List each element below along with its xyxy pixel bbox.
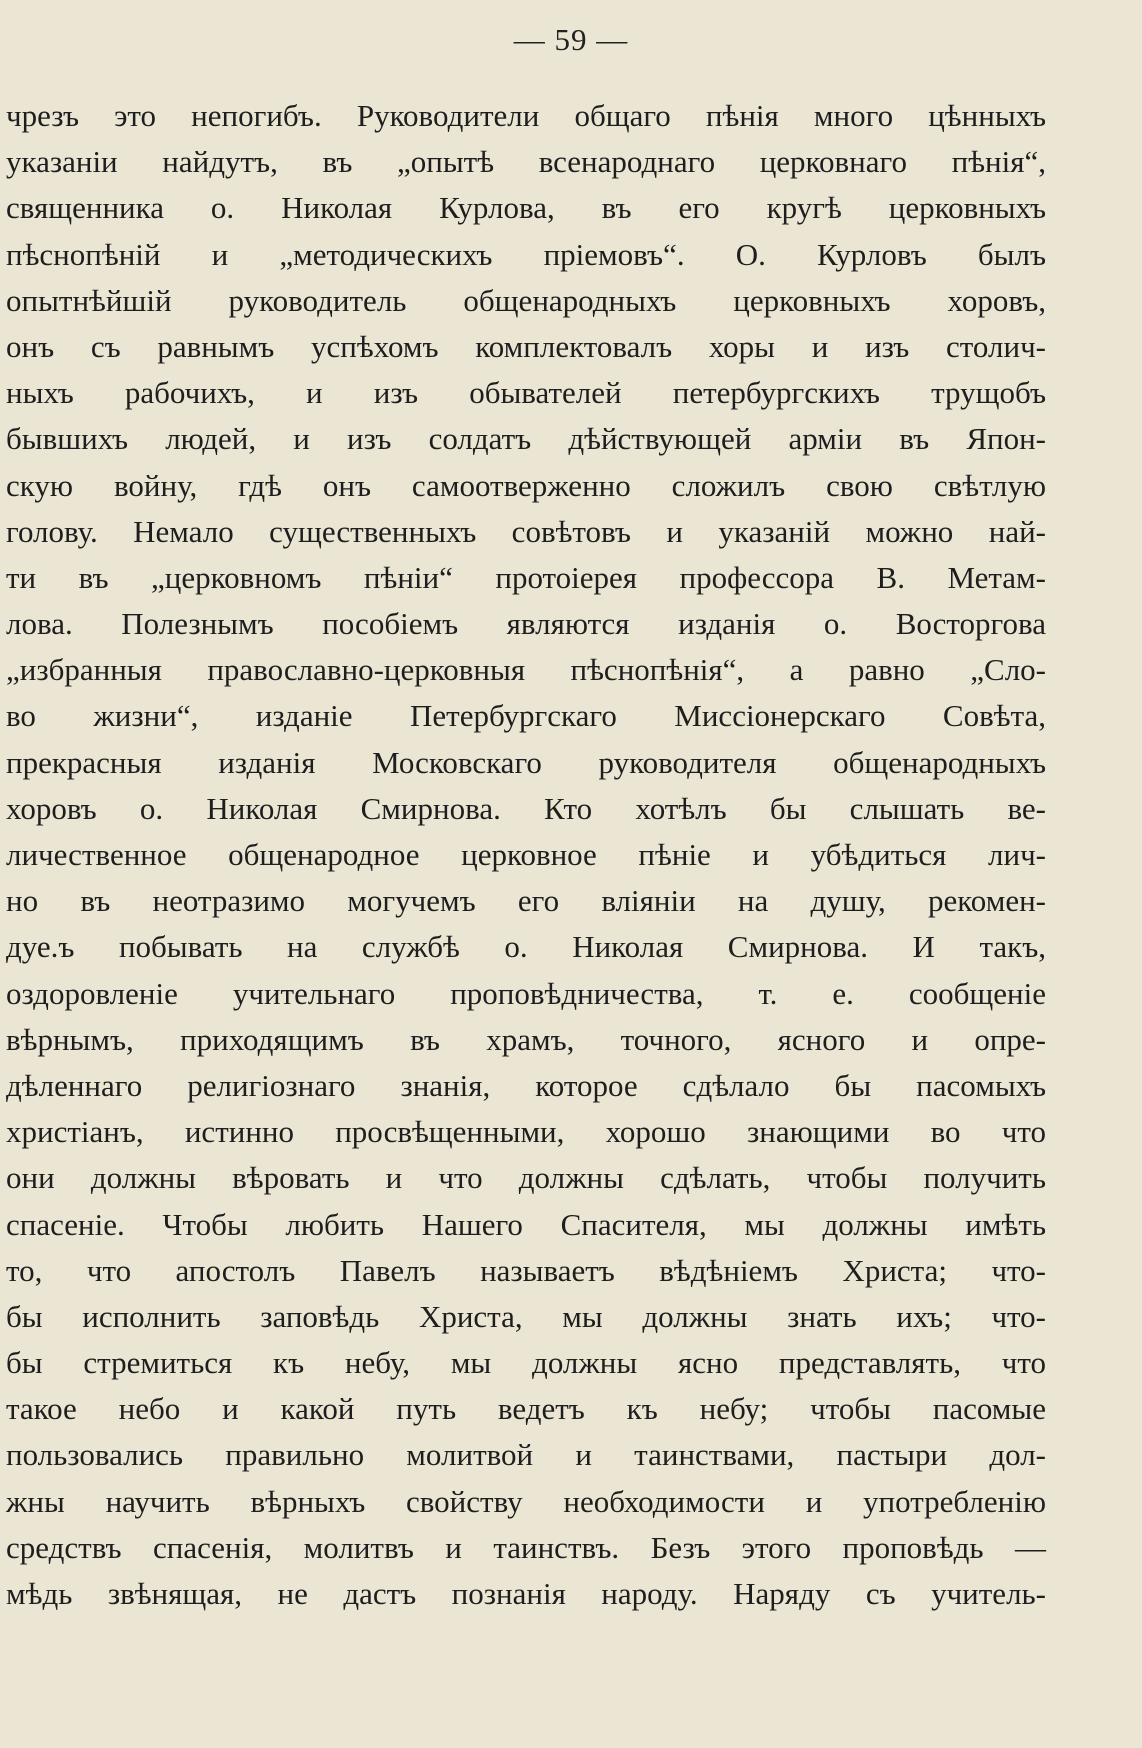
text-line: „избранныя православно-церковныя пѣснопѣнія“, а равно „Сло- [6,652,1046,688]
text-line: ныхъ рабочихъ, и изъ обывателей петербургскихъ трущобъ [6,375,1046,411]
text-line: дѣленнаго религіознаго знанія, которое сдѣлало бы пасомыхъ [6,1067,1046,1103]
text-line: пѣснопѣній и „методическихъ пріемовъ“. О. Курловъ былъ [6,236,1046,272]
text-line: пользовались правильно молитвой и таинствами, пастыри дол- [6,1437,1046,1473]
text-line: лова. Полезнымъ пособіемъ являются изданія о. Восторгова [6,606,1046,642]
text-line: личественное общенародное церковное пѣніе и убѣдиться лич- [6,837,1046,872]
text-line: мѣдь звѣнящая, не дастъ познанія народу. Наряду съ учитель- [6,1576,1046,1611]
text-line: жны научить вѣрныхъ свойству необходимости и употребленію [6,1483,1046,1519]
text-line: дуе.ъ побывать на службѣ о. Николая Смирнова. И такъ, [6,929,1046,965]
text-line: онъ съ равнымъ успѣхомъ комплектовалъ хоры и изъ столич- [6,328,1046,364]
text-line: спасеніе. Чтобы любить Нашего Спасителя, мы должны имѣть [6,1206,1046,1242]
text-line: то, что апостолъ Павелъ называетъ вѣдѣніемъ Христа; что- [6,1252,1046,1288]
text-line: ти въ „церковномъ пѣніи“ протоіерея профессора В. Метам- [6,559,1046,595]
text-line: хоровъ о. Николая Смирнова. Кто хотѣлъ бы слышать ве- [6,790,1046,826]
text-line: бывшихъ людей, и изъ солдатъ дѣйствующей арміи въ Япон- [6,421,1046,457]
text-line: оздоровленіе учительнаго проповѣдничества, т. е. сообщеніе [6,975,1046,1011]
text-line: скую войну, гдѣ онъ самоотверженно сложилъ свою свѣтлую [6,467,1046,503]
text-line: чрезъ это непогибъ. Руководители общаго пѣнія много цѣнныхъ [6,98,1046,133]
text-line: голову. Немало существенныхъ совѣтовъ и указаній можно най- [6,513,1046,549]
text-line: но въ неотразимо могучемъ его вліяніи на душу, рекомен- [6,883,1046,919]
text-line: во жизни“, изданіе Петербургскаго Миссіонерскаго Совѣта, [6,698,1046,734]
text-line: христіанъ, истинно просвѣщенными, хорошо знающими во что [6,1114,1046,1150]
text-line: такое небо и какой путь ведетъ къ небу; чтобы пасомые [6,1391,1046,1427]
text-line: бы стремиться къ небу, мы должны ясно представлять, что [6,1345,1046,1381]
page-number: — 59 — [513,22,629,57]
text-line: прекрасныя изданія Московскаго руководителя общенародныхъ [6,744,1046,780]
text-line: опытнѣйшій руководитель общенародныхъ церковныхъ хоровъ, [6,282,1046,318]
body-text [6,93,1046,1617]
text-line: указаніи найдутъ, въ „опытѣ всенароднаго церковнаго пѣнія“, [6,144,1046,180]
text-line: средствъ спасенія, молитвъ и таинствъ. Безъ этого проповѣдь — [6,1529,1046,1565]
text-line: бы исполнить заповѣдь Христа, мы должны знать ихъ; что- [6,1298,1046,1334]
text-line: они должны вѣровать и что должны сдѣлать, чтобы получить [6,1160,1046,1196]
text-line: вѣрнымъ, приходящимъ въ храмъ, точного, ясного и опре- [6,1021,1046,1057]
text-line: священника о. Николая Курлова, въ его кругѣ церковныхъ [6,190,1046,226]
